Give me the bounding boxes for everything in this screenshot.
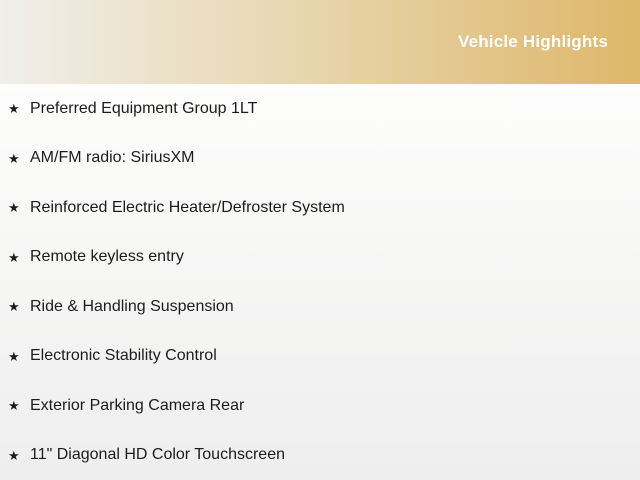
highlight-label: Remote keyless entry [30,248,184,266]
panel-header [0,0,640,84]
highlight-label: AM/FM radio: SiriusXM [30,149,195,167]
star-icon: ★ [8,398,20,414]
star-icon: ★ [8,200,20,216]
star-icon: ★ [8,447,20,463]
list-item [0,332,640,382]
highlights-list [0,84,640,480]
list-item [0,233,640,283]
list-item [0,381,640,431]
list-item [0,134,640,184]
highlight-label: Ride & Handling Suspension [30,297,234,315]
highlight-label: Preferred Equipment Group 1LT [30,99,258,117]
highlight-label: Reinforced Electric Heater/Defroster System [30,198,345,216]
list-item [0,183,640,233]
list-item [0,84,640,134]
star-icon: ★ [8,249,20,265]
star-icon: ★ [8,101,20,117]
star-icon: ★ [8,299,20,315]
highlight-label: Exterior Parking Camera Rear [30,396,245,414]
list-item [0,431,640,480]
panel-title: Vehicle Highlights [457,32,608,51]
highlight-label: Electronic Stability Control [30,347,217,365]
highlight-label: 11" Diagonal HD Color Touchscreen [30,446,285,464]
list-item [0,282,640,332]
star-icon: ★ [8,150,20,166]
star-icon: ★ [8,348,20,364]
